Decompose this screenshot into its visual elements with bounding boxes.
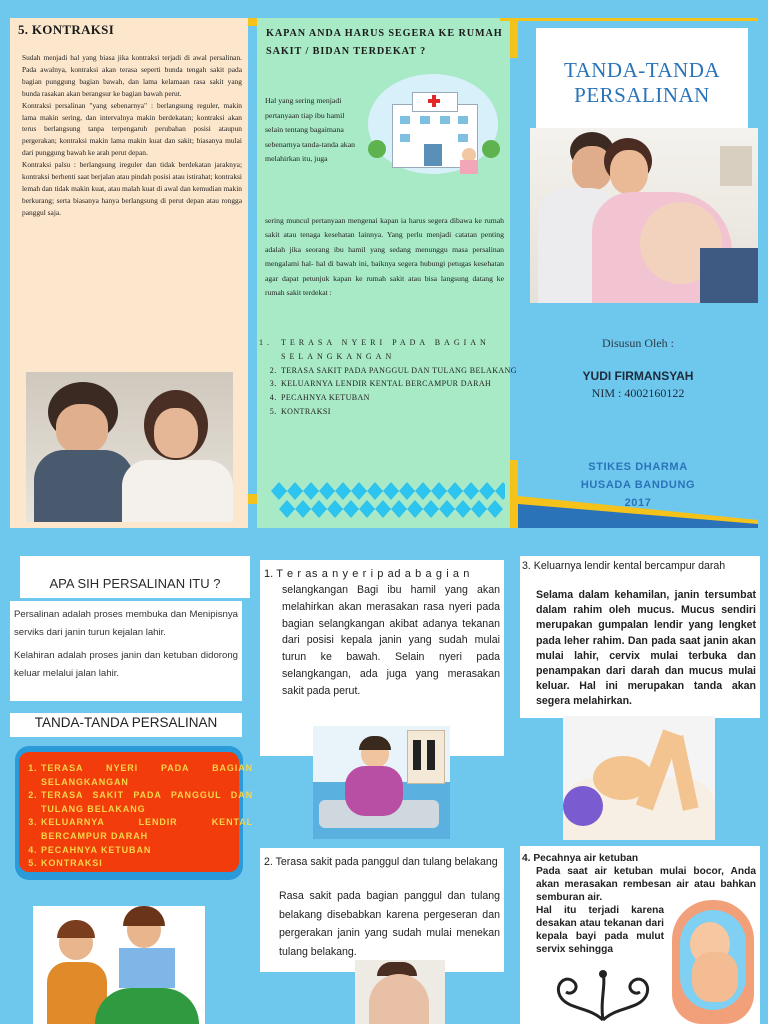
kapan-list-item: 4. PECAHNYA KETUBAN [279, 391, 517, 405]
kapan-list-item: 2. TERASA SAKIT PADA PANGGUL DAN TULANG BELAKANG [279, 364, 517, 378]
item1-body: selangkangan Bagi ibu hamil yang akan melahirkan akan merasakan rasa nyeri pada bagian selangkangan akibat adanya tekanan dari posisi kepala janin yang sudah mulai turun ke bawah. Selain nyeri pada selangkangan, ada juga yang merasakan sakit pada perut. [282, 584, 500, 697]
compiled-by-label: Disusun Oleh : [602, 336, 674, 350]
item2-title-text: Terasa sakit pada panggul dan tulang belakang [275, 856, 498, 868]
author-nim: NIM : 4002160122 [591, 386, 685, 400]
panel-kapan-ke-rs [257, 18, 517, 528]
item3-body: Selama dalam kehamilan, janin tersumbat dalam rahim oleh mucus. Mucus sendiri merupakan gumpalan lendir yang lengket pada leher rahim. Dan pada saat janin akan mulai lahir, cervix mulai terbuka dan penampakan dari darah dan mucus mulai keluar. Hal ini merupakan tanda akan segera melahirkan. [536, 589, 756, 708]
kapan-intro: Hal yang sering menjadi pertanyaan tiap ibu hamil selain tentang bagaimana sebenarnya tanda-tanda akan melahirkan itu, juga [265, 96, 356, 163]
item3-title: 3. Keluarnya lendir kental bercampur darah [522, 560, 726, 572]
institution-line2: HUSADA BANDUNG [580, 479, 696, 491]
year-label: 2017 [624, 497, 652, 509]
accent-strip [510, 460, 518, 528]
uterus-fetus-illustration [668, 896, 758, 1024]
woman-bed-clipart [313, 726, 450, 839]
signs-list [23, 762, 253, 871]
item4-title: 4. Pecahnya air ketuban [522, 853, 639, 864]
kapan-continuation: sering muncul pertanyaan mengenai kapan ia harus segera dibawa ke rumah sakit atau tenaga kesehatan lainnya. Yang perlu menjadi catatan penting adalah jika seorang ibu hamil yang sedang menunggu masa persalinan mengalami hal- hal di bawah ini, baiknya segera hubungi petugas kesehatan agar dapat petunjuk kapan ke rumah sakit atau bisa langsung datang ke rumah sakit terdekat : [265, 216, 504, 298]
cover-corner-accent [518, 490, 758, 528]
item1-title [264, 566, 500, 582]
kapan-list [265, 336, 517, 419]
item4-body1: Pada saat air ketuban mulai bocor, Anda akan merasakan rembesan air atau bahkan semburan air. [536, 866, 756, 903]
item1-title-text: T e r as a n y e r i p ad a b a g i a n [276, 568, 471, 580]
definition-kelahiran: Kelahiran adalah proses janin dan ketuban didorong keluar melalui jalan lahir. [14, 650, 238, 679]
pregnant-couple-photo [530, 128, 758, 303]
pregnant-torso-photo [355, 960, 445, 1024]
kontraksi-body [22, 52, 242, 219]
cover-title-line1: TANDA-TANDA [563, 58, 721, 82]
item3-box [520, 556, 760, 718]
kontraksi-paragraph-1: Sudah menjadi hal yang biasa jika kontraksi terjadi di awal persalinan. Pada awalnya, kontraksi akan terasa seperti bunda tengah sakit pada bagian punggung bagian bawah, dan lama kelamaan rasa sakit yang bunda rasakan akan berangsur ke bagian bawah perut. [22, 53, 242, 98]
hospital-illustration [362, 74, 505, 179]
signs-list-item: 3. KELUARNYA LENDIR KENTAL BERCAMPUR DARAH [41, 816, 253, 843]
kontraksi-paragraph-2: Kontraksi persalinan "yang sebenarnya" : berlangsung reguler, makin lama makin sering, dan intervalnya makin berdekatan; kontraksi akan terus berlangsung tanpa terpengaruh perubahan posisi ataupun pergerakan; kontraksi makin lama makin kuat dan sakit; biasanya mulai dari punggung bawah ke arah perut depan. [22, 100, 242, 158]
panel-cover [518, 18, 758, 528]
kapan-list-item: 3. KELUARNYA LENDIR KENTAL BERCAMPUR DARAH [279, 377, 517, 391]
accent-strip [510, 18, 518, 58]
signs-heading-box [10, 713, 242, 737]
signs-list-item: 5. KONTRAKSI [41, 857, 253, 871]
kapan-list-item: 5. KONTRAKSI [279, 405, 517, 419]
signs-list-item: 4. PECAHNYA KETUBAN [41, 844, 253, 858]
cover-title-line2: PERSALINAN [574, 83, 710, 107]
institution-line1: STIKES DHARMA [588, 461, 688, 473]
author-name: YUDI FIRMANSYAH [582, 369, 694, 383]
item2-body: Rasa sakit pada bagian panggul dan tulang belakang disebabkan karena pergeseran dan pergerakan janin yang sudah mulai menekan tulang belakang. [279, 890, 500, 958]
item1-number: 1. [264, 568, 277, 580]
kapan-heading: KAPAN ANDA HARUS SEGERA KE RUMAH SAKIT / BIDAN TERDEKAT ? [266, 28, 503, 57]
woman-lying-clipart [563, 716, 715, 840]
item2-box [260, 848, 504, 972]
signs-heading: TANDA-TANDA PERSALINAN [34, 715, 218, 730]
item2-title [264, 854, 500, 871]
ornament-swirl-icon [548, 966, 658, 1024]
panel-kontraksi [10, 18, 248, 528]
question-box [20, 556, 250, 598]
diamond-pattern [271, 482, 505, 522]
signs-list-item: 2. TERASA SAKIT PADA PANGGUL DAN TULANG BELAKANG [41, 789, 253, 816]
signs-box [15, 746, 253, 880]
accent-strip [248, 494, 257, 504]
definition-persalinan: Persalinan adalah proses membuka dan Menipisnya serviks dari janin turun kejalan lahir. [14, 609, 238, 638]
couple-labor-photo [26, 372, 233, 522]
kontraksi-title: 5. KONTRAKSI [18, 22, 115, 37]
question-heading: APA SIH PERSALINAN ITU ? [49, 576, 221, 591]
kapan-list-item: 1. TERASA NYERI PADA BAGIAN SELANGKANGAN [279, 336, 517, 364]
family-clipart [33, 906, 205, 1024]
kontraksi-paragraph-3: Kontraksi palsu : berlangsung ireguler dan tidak berdekatan jaraknya; kontraksi berhenti saat berjalan atau pindah posisi atau istirahat; kontraksi lemah dan tidak makin kuat, atau malah kuat di awal dan kemudian makin berkurang; serta biasanya hanya berlangsung di perut depan atau rongga panggul saja. [22, 160, 242, 217]
item4-body2: Hal itu terjadi karena desakan atau tekanan dari kepala bayi pada mulut servix sehingga [536, 905, 664, 955]
signs-list-item: 1. TERASA NYERI PADA BAGIAN SELANGKANGAN [41, 762, 253, 789]
item2-number: 2. [264, 856, 276, 868]
cover-title-box [536, 28, 748, 130]
accent-strip [248, 18, 257, 26]
definition-box [10, 601, 242, 701]
